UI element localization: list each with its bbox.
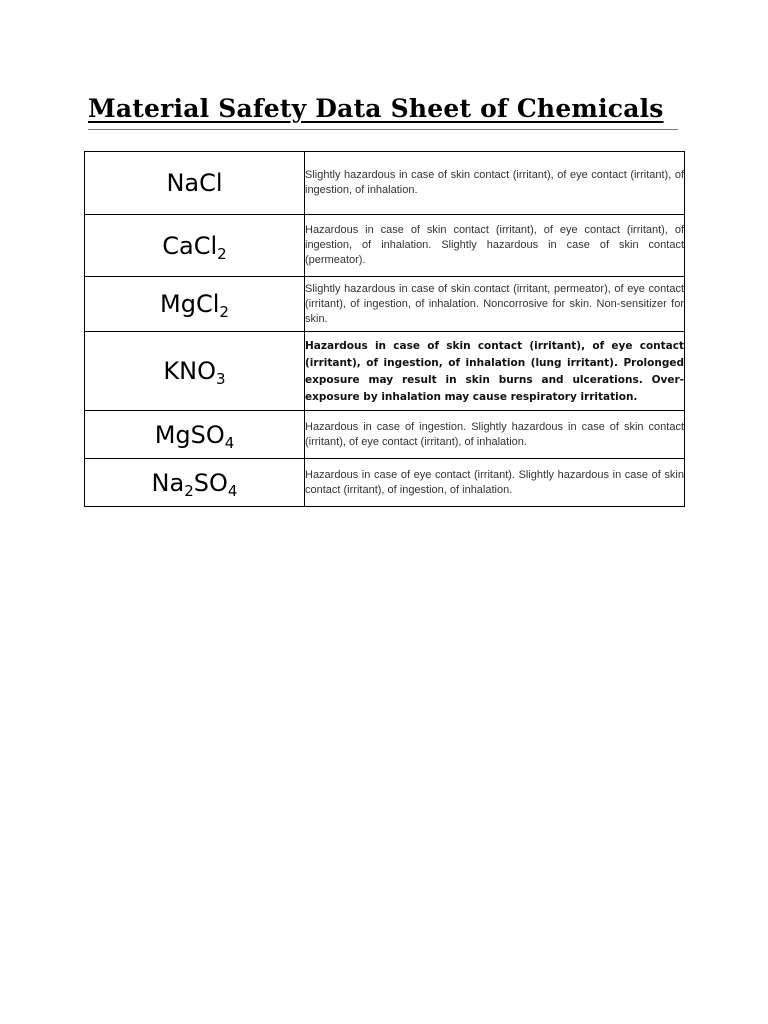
- table-row-cacl2: [85, 215, 685, 277]
- formula-subscript: 2: [219, 303, 229, 321]
- msds-table: [84, 151, 685, 507]
- formula-text: SO: [193, 468, 228, 497]
- chemical-formula: [85, 411, 305, 459]
- hazard-description: [305, 332, 685, 411]
- chemical-formula: [85, 277, 305, 332]
- chemical-formula: [85, 459, 305, 507]
- description-text: Hazardous in case of skin contact (irritant), of eye contact (irritant), of ingestion, of inhalation (lung irritant). Prolonged exposure may result in skin burns and ulcerations. Over-exposure by inhalation may cause respiratory irritation.: [305, 340, 684, 403]
- chemical-formula: [85, 332, 305, 411]
- formula-subscript: 4: [227, 481, 238, 500]
- table-row-na2so4: [85, 459, 685, 507]
- description-text: Hazardous in case of ingestion. Slightly hazardous in case of skin contact (irritant), of eye contact (irritant), of inhalation.: [305, 420, 684, 448]
- formula-text: KNO: [163, 357, 217, 385]
- description-text: Slightly hazardous in case of skin contact (irritant, permeator), of eye contact (irritant), of ingestion, of inhalation. Noncorrosive for skin. Non-sensitizer for skin.: [305, 282, 684, 325]
- formula-subscript: 2: [184, 481, 194, 500]
- hazard-description: [305, 215, 685, 277]
- formula-subscript: 3: [216, 370, 226, 388]
- formula-text: NaCl: [166, 169, 223, 197]
- table-row-mgcl2: [85, 277, 685, 332]
- hazard-description: [305, 459, 685, 507]
- table-row-kno3: [85, 332, 685, 411]
- hazard-description: [305, 411, 685, 459]
- table-row-mgso4: [85, 411, 685, 459]
- formula-subscript: 4: [224, 433, 235, 452]
- formula-text: CaCl: [162, 231, 218, 260]
- chemical-formula: [85, 215, 305, 277]
- description-text: Slightly hazardous in case of skin contact (irritant), of eye contact (irritant), of ingestion, of inhalation.: [305, 169, 684, 196]
- formula-text: MgSO: [154, 420, 225, 449]
- title-rule: [88, 129, 678, 130]
- title-block: [88, 92, 678, 130]
- formula-subscript: 2: [217, 244, 227, 263]
- description-text: Hazardous in case of eye contact (irritant). Slightly hazardous in case of skin contact (irritant), of ingestion, of inhalation.: [305, 468, 684, 496]
- formula-text: Na: [151, 468, 185, 497]
- description-text: Hazardous in case of skin contact (irritant), of eye contact (irritant), of ingestion, of inhalation. Slightly hazardous in case of skin contact (permeator).: [305, 224, 684, 266]
- document-title: Material Safety Data Sheet of Chemicals: [88, 94, 664, 123]
- hazard-description: [305, 277, 685, 332]
- chemical-formula: [85, 152, 305, 215]
- formula-text: MgCl: [160, 290, 220, 318]
- hazard-description: [305, 152, 685, 215]
- table-row-nacl: [85, 152, 685, 215]
